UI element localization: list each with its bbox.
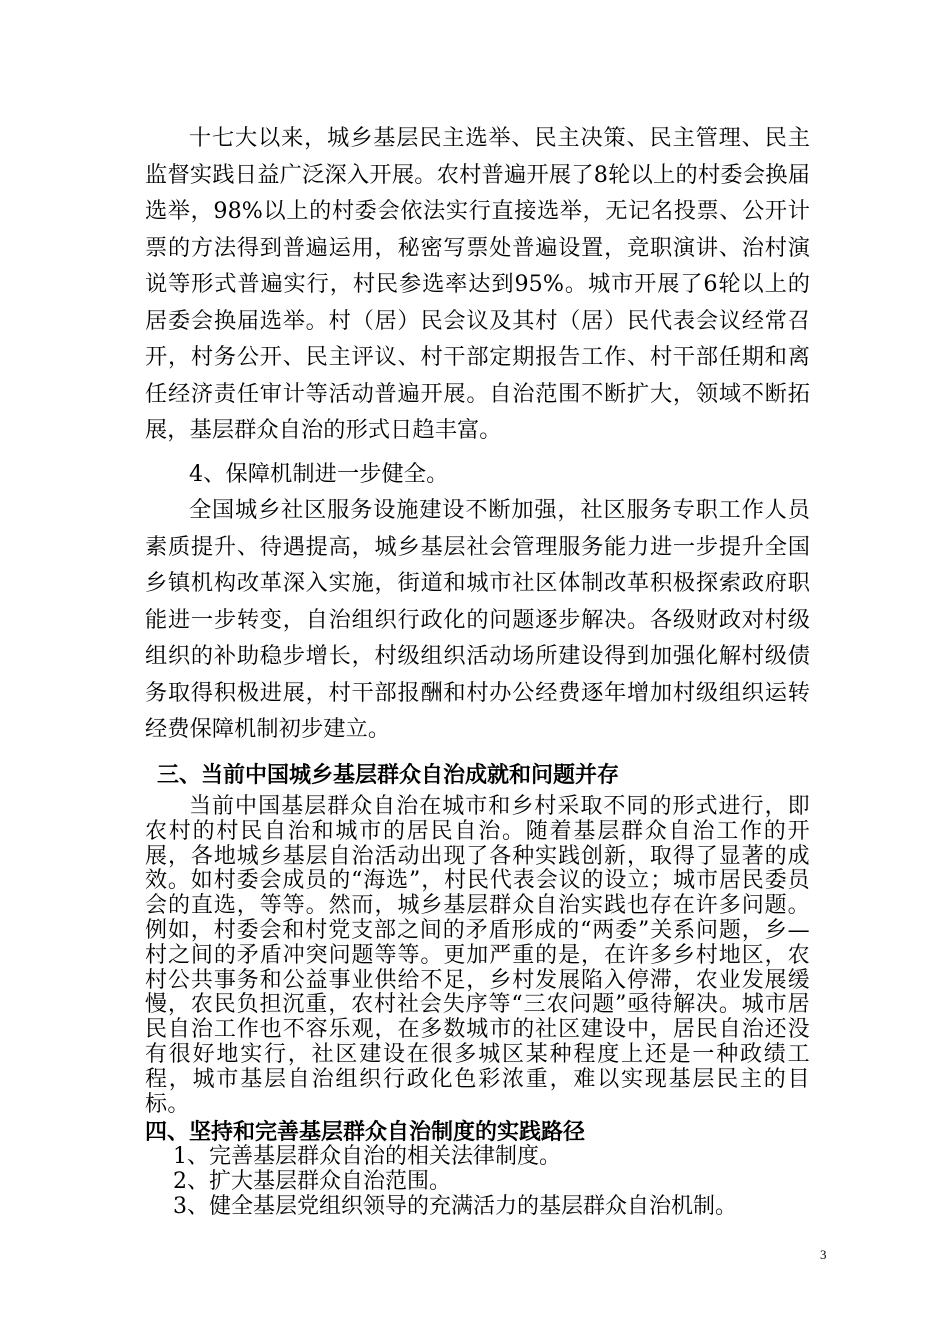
paragraph-guarantee-mechanism: 全国城乡社区服务设施建设不断加强，社区服务专职工作人员素质提升、待遇提高，城乡基层社会管理服务能力进一步提升全国乡镇机构改革深入实施，街道和城市社区体制改革积极探索政府职能进一步转变，自治组织行政化的问题逐步解决。各级财政对村级组织的补助稳步增长，村级组织活动场所建设得到加强化解村级债务取得积极进展，村干部报酬和村办公经费逐年增加村级组织运转经费保障机制初步建立。: [145, 497, 810, 742]
list-item: 3、健全基层党组织领导的充满活力的基层群众自治机制。: [173, 1193, 737, 1219]
section-heading-4: 四、坚持和完善基层群众自治制度的实践路径: [145, 1120, 586, 1145]
paragraph-achievements-and-problems: 当前中国基层群众自治在城市和乡村采取不同的形式进行，即农村的村民自治和城市的居民自治。随着基层群众自治工作的开展，各地城乡基层自治活动出现了各种实践创新，取得了显著的成效。如村委会成员的“海选”，村民代表会议的设立；城市居民委员会的直选，等等。然而，城乡基层群众自治实践也存在许多问题。例如，村委会和村党支部之间的矛盾形成的“两委”关系问题，乡—村之间的矛盾冲突问题等等。更加严重的是，在许多乡村地区，农村公共事务和公益事业供给不足，乡村发展陷入停滞，农业发展缓慢，农民负担沉重，农村社会失序等“三农问题”亟待解决。城市居民自治工作也不容乐观，在多数城市的社区建设中，居民自治还没有很好地实行，社区建设在很多城区某种程度上还是一种政绩工程，城市基层自治组织行政化色彩浓重，难以实现基层民主的目标。: [145, 794, 810, 1117]
page-number: 3: [820, 1247, 827, 1262]
practice-path-list: [145, 1145, 810, 1219]
section-heading-3: 三、当前中国城乡基层群众自治成就和问题并存: [157, 763, 620, 788]
paragraph-achievements: 十七大以来，城乡基层民主选举、民主决策、民主管理、民主监督实践日益广泛深入开展。农村普遍开展了8轮以上的村委会换届选举，98%以上的村委会依法实行直接选举，无记名投票、公开计票的方法得到普遍运用，秘密写票处普遍设置，竞职演讲、治村演说等形式普遍实行，村民参选率达到95%。城市开展了6轮以上的居委会换届选举。村（居）民会议及其村（居）民代表会议经常召开，村务公开、民主评议、村干部定期报告工作、村干部任期和离任经济责任审计等活动普遍开展。自治范围不断扩大，领域不断拓展，基层群众自治的形式日趋丰富。: [145, 125, 810, 443]
list-item: 1、完善基层群众自治的相关法律制度。: [173, 1144, 561, 1169]
list-item: 2、扩大基层群众自治范围。: [173, 1168, 451, 1194]
subheading-guarantee-mechanism: 4、保障机制进一步健全。: [189, 461, 449, 487]
